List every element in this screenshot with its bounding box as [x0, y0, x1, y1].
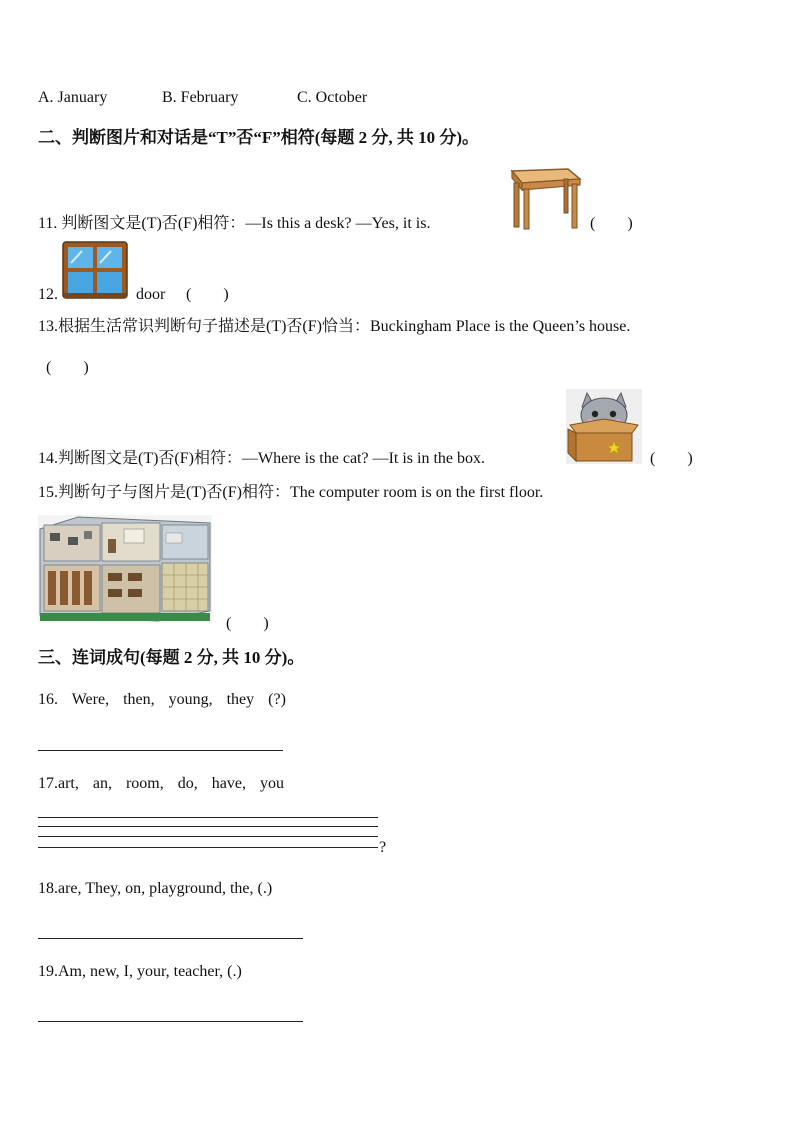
option-a: A. January: [38, 89, 108, 106]
question-12-answer-paren[interactable]: ( ): [186, 286, 229, 303]
window-picture-icon: [62, 241, 128, 299]
question-16-answer-line[interactable]: [38, 750, 283, 751]
section-2-title: 二、判断图片和对话是“T”否“F”相符(每题 2 分, 共 10 分)。: [38, 128, 480, 147]
question-18-text: 18.are, They, on, playground, the, (.): [38, 880, 273, 897]
question-17-answer-line-1[interactable]: [38, 817, 378, 818]
question-19-answer-line[interactable]: [38, 1021, 303, 1022]
question-12-word: door: [136, 286, 166, 303]
option-c: C. October: [297, 89, 368, 106]
cat-in-box-picture-icon: [566, 389, 642, 464]
question-15-text: 15.判断句子与图片是(T)否(F)相符：The computer room is on the first floor.: [38, 484, 544, 501]
section-3-title: 三、连词成句(每题 2 分, 共 10 分)。: [38, 648, 305, 667]
question-13-answer-paren[interactable]: ( ): [46, 359, 89, 376]
question-12-number: 12.: [38, 286, 58, 303]
school-building-picture-icon: [38, 515, 212, 623]
question-11-answer-paren[interactable]: ( ): [590, 215, 633, 232]
question-17-text: 17.art, an, room, do, have, you: [38, 775, 284, 792]
desk-picture-icon: [502, 165, 582, 231]
question-15-answer-paren[interactable]: ( ): [226, 615, 269, 632]
question-17-answer-line-4[interactable]: [38, 847, 378, 848]
option-b: B. February: [162, 89, 239, 106]
question-19-text: 19.Am, new, I, your, teacher, (.): [38, 963, 242, 980]
question-17-answer-line-2[interactable]: [38, 826, 378, 827]
question-14-answer-paren[interactable]: ( ): [650, 450, 693, 467]
question-17-answer-line-3[interactable]: [38, 836, 378, 837]
question-13-text: 13.根据生活常识判断句子描述是(T)否(F)恰当：Buckingham Place is the Queen’s house.: [38, 318, 631, 335]
question-17-end-mark: ?: [379, 839, 387, 856]
question-14-text: 14.判断图文是(T)否(F)相符：—Where is the cat? —It is in the box.: [38, 450, 486, 467]
question-18-answer-line[interactable]: [38, 938, 303, 939]
question-11-text: 11. 判断图文是(T)否(F)相符：—Is this a desk? —Yes, it is.: [38, 215, 431, 232]
question-16-text: 16. Were, then, young, they (?): [38, 691, 286, 708]
